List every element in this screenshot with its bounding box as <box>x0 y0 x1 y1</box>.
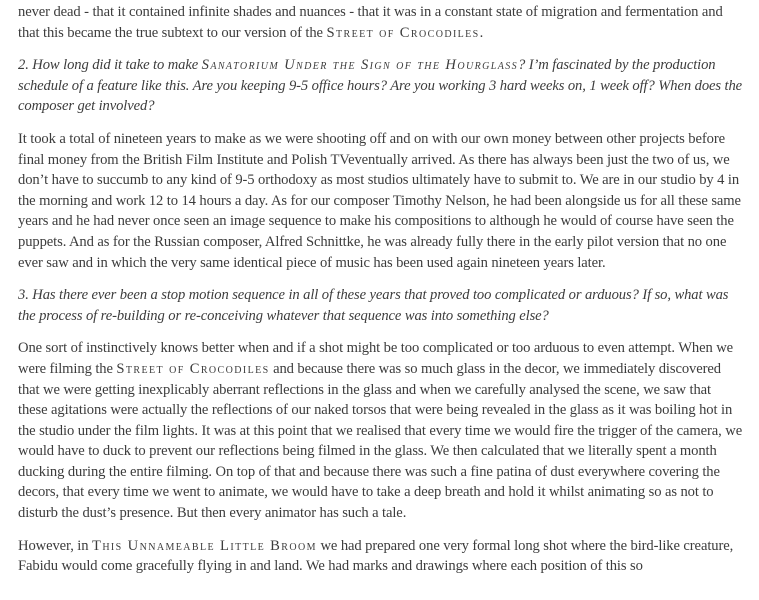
answer-paragraph <box>18 338 743 523</box>
film-title: Street of Crocodiles <box>116 360 270 377</box>
answer-paragraph <box>18 2 743 43</box>
text-segment: never dead - that it contained infinite shades and nuances - that it was in a constant state of migration and fermentation and that this became the true subtext to our version of the <box>18 4 723 41</box>
text-segment: It took a total of nineteen years to make as we were shooting off and on with our own money between other projects before final money from the British Film Institute and Polish TVeventually arrived. As there has always been just the two of us, we don’t have to succumb to any kind of 9-5 orthodoxy as most studios ultimately have to submit to. We are in our studio by 4 in the morning and work 12 to 14 hours a day. As for our composer Timothy Nelson, he had been alongside us for all these same years and he had never once seen an image sequence to make his compositions to although he would of course have seen the puppets. And as for the Russian composer, Alfred Schnittke, he was already fully there in the early pilot version that no one ever saw and in which the very same identical piece of music has been used again nineteen years later. <box>18 130 741 271</box>
text-segment: 2. How long did it take to make <box>18 57 202 74</box>
text-segment: . <box>479 24 484 41</box>
text-segment: One sort of instinctively knows better when and if a shot might be too complicated or too arduous to even attempt. When we were filming the <box>18 340 734 377</box>
text-segment: and because there was so much glass in the decor, we immediately discovered that we were getting inexplicably aberrant reflections in the glass and when we carefully analysed the scene, we saw that these agitations were actually the reflections of our naked torsos that were being revealed in the glass as it was boiling hot in the studio under the film lights. It was at this point that we realised that every time we would fire the trigger of the camera, we would have to duck to prevent our reflections being filmed in the glass. We then calculated that we literally spent a month ducking during the entire filming. On top of that and because there was such a fine patina of dust everywhere covering the decors, that every time we went to animate, we would have to take a deep breath and hold it whilst animating so as not to disturb the dust’s presence. But then every animator has such a tale. <box>18 360 743 522</box>
answer-paragraph <box>18 536 743 577</box>
film-title: This Unnameable Little Broom <box>92 537 317 554</box>
text-segment: we had prepared one very formal long shot where the bird-like creature, Fabidu would come gracefully flying in and land. We had marks and drawings where each position of this so <box>18 537 734 575</box>
film-title: Sanatorium Under the Sign of the Hourglass <box>201 57 519 74</box>
text-segment: 3. Has there ever been a stop motion sequence in all of these years that proved too complicated or arduous? If so, what was the process of re-building or re-conceiving whatever that sequence was into something else? <box>18 287 729 324</box>
question-paragraph <box>18 55 743 117</box>
text-segment: However, in <box>18 537 92 554</box>
question-paragraph <box>18 285 743 326</box>
film-title: Street of Crocodiles <box>326 24 480 41</box>
answer-paragraph <box>18 129 743 273</box>
text-segment: ? I’m fascinated by the production schedule of a feature like this. Are you keeping 9-5 office hours? Are you working 3 hard weeks on, 1 week off? When does the composer get involved? <box>18 57 743 115</box>
